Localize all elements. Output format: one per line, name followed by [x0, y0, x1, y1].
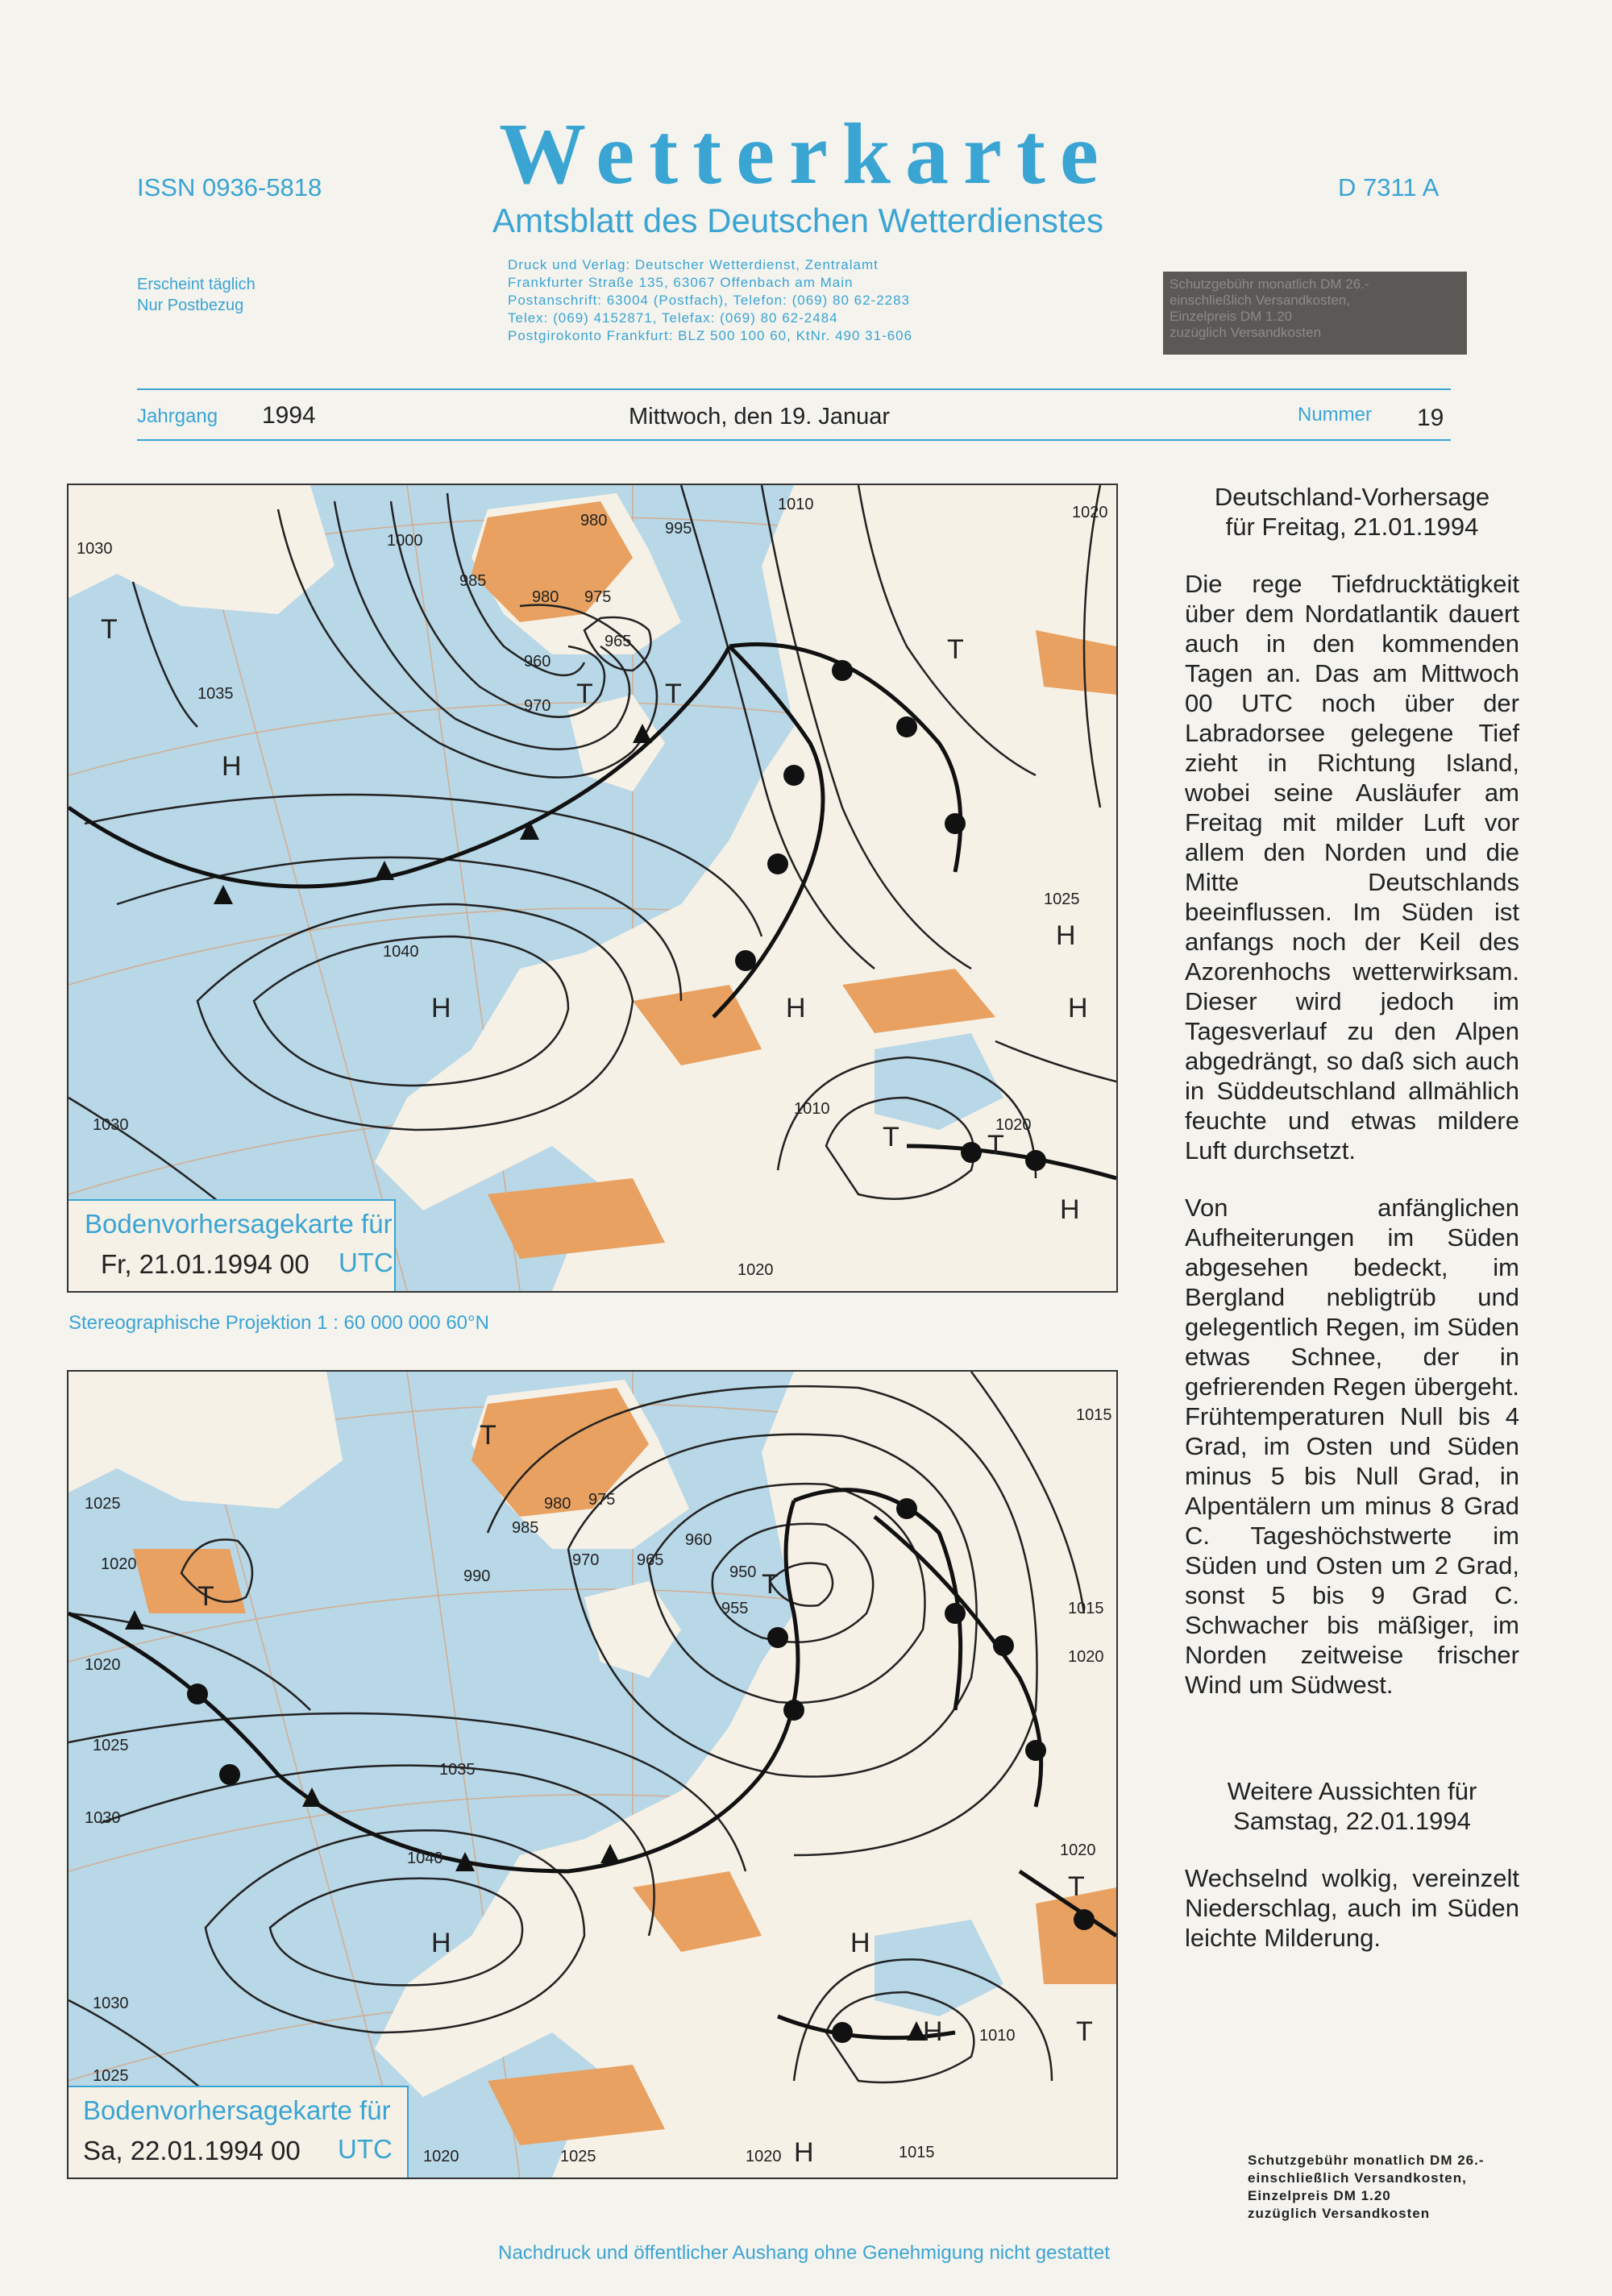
imprint-line: Frankfurter Straße 135, 63067 Offenbach am Main	[508, 275, 854, 290]
outlook-heading	[1185, 1776, 1519, 1836]
map2-isobar-label: 970	[572, 1551, 600, 1569]
map2-system: T	[197, 1581, 214, 1612]
stamp-line: Schutzgebühr monatlich DM 26.-	[1170, 276, 1369, 292]
map2-isobar-label: 955	[721, 1600, 749, 1617]
rule-top	[137, 388, 1451, 390]
map1-system: T	[576, 679, 593, 709]
map1-system: H	[222, 751, 242, 782]
map2-system: T	[480, 1420, 496, 1451]
map1-system: T	[101, 614, 118, 645]
map1-isobar-label: 995	[665, 520, 692, 538]
imprint	[508, 256, 912, 345]
map1-isobar-label: 980	[580, 512, 608, 529]
map2-isobar-label: 1020	[1060, 1841, 1096, 1859]
map2-system: T	[762, 1569, 779, 1600]
map1-isobar-label: 970	[524, 697, 551, 715]
fee-line: einschließlich Versandkosten,	[1248, 2170, 1467, 2186]
map1-system: H	[1056, 920, 1076, 951]
fee-stamp	[1163, 272, 1467, 355]
map2-caption-utc: UTC	[338, 2134, 393, 2164]
fee-line: zuzüglich Versandkosten	[1248, 2206, 1431, 2221]
map1-system: H	[1068, 993, 1088, 1023]
forecast-paragraph: Von anfänglichen Aufheiterungen im Süden abgesehen bedeckt, im Bergland nebligtrüb und gelegentlich Regen, im Süden etwas Schnee, der in gefrierenden Regen übergeht. Frühtemperaturen Null bis 4 Grad, im Osten und Süden minus 5 bis Null Grad, in Alpentälern um minus 8 Grad C. Tageshöchstwerte im Süden und Osten um 2 Grad, sonst 5 bis 9 Grad C. Schwacher bis mäßiger, im Norden zeitweise frischer Wind um Südwest.	[1185, 1194, 1519, 1699]
postal-only: Nur Postbezug	[137, 297, 244, 314]
map2-isobar-label: 1015	[899, 2144, 935, 2161]
footer-notice: Nachdruck und öffentlicher Aushang ohne Genehmigung nicht gestattet	[498, 2242, 1110, 2264]
map2-isobar-label: 1015	[1068, 1600, 1104, 1617]
forecast-article	[1185, 482, 1519, 1953]
imprint-line: Postgirokonto Frankfurt: BLZ 500 100 60, KtNr. 490 31-606	[508, 328, 913, 343]
map1-system: T	[987, 1130, 1004, 1160]
map1-isobar-label: 1020	[737, 1261, 774, 1279]
map1-system: H	[786, 993, 806, 1023]
projection-note: Stereographische Projektion 1 : 60 000 000 60°N	[69, 1312, 489, 1334]
map1-isobar-label: 975	[584, 588, 612, 606]
forecast-heading	[1185, 482, 1519, 542]
stamp-line: einschließlich Versandkosten,	[1170, 293, 1350, 308]
map1-system: T	[947, 634, 964, 665]
map2-system: H	[850, 1928, 870, 1958]
map1-isobar-label: 1010	[778, 496, 814, 513]
rule-bottom	[137, 439, 1451, 441]
map2-isobar-label: 1030	[93, 1995, 129, 2012]
map2-isobar-label: 990	[463, 1567, 491, 1585]
issue-date: Mittwoch, den 19. Januar	[629, 404, 891, 430]
map2-isobar-label: 1015	[1076, 1406, 1112, 1424]
forecast-paragraph: Die rege Tiefdrucktätigkeit über dem Nordatlantik dauert auch in den kommenden Tagen an. Das am Mittwoch 00 UTC noch über der Labradorsee gelegene Tief zieht in Richtung Island, wobei seine Ausläufer am Freitag mit milder Luft vor allem den Norden und die Mitte Deutschlands beeinflussen. Im Süden ist anfangs noch der Keil des Azorenhochs wetterwirksam. Dieser wird jedoch im Tagesverlauf zu den Alpen abgedrängt, so daß sich auch in Süddeutschland allmählich feuchte und etwas mildere Luft durchsetzt.	[1185, 570, 1519, 1165]
map2-isobar-label: 1010	[979, 2027, 1016, 2045]
map2-isobar-label: 1020	[746, 2148, 782, 2165]
masthead-subtitle: Amtsblatt des Deutschen Wetterdienstes	[492, 201, 1103, 239]
map1-isobar-label: 1025	[1044, 891, 1080, 908]
map1-isobar-label: 1020	[1072, 504, 1108, 521]
map2-system: T	[1076, 2016, 1093, 2047]
map2-isobar-label: 1020	[85, 1656, 121, 1674]
map1-isobar-label: 965	[604, 633, 632, 650]
map1-isobar-label: 980	[532, 588, 559, 606]
map2-isobar-label: 980	[544, 1495, 571, 1513]
map2-system: H	[923, 2016, 943, 2047]
map2-system: T	[1068, 1871, 1085, 1902]
fee-line: Einzelpreis DM 1.20	[1248, 2188, 1391, 2203]
map1-caption-date: Fr, 21.01.1994 00	[101, 1249, 310, 1279]
map2-isobar-label: 975	[588, 1491, 616, 1509]
publication-info	[137, 274, 256, 316]
map2-isobar-label: 985	[512, 1519, 539, 1537]
map2-isobar-label: 1020	[1068, 1648, 1104, 1666]
map2-isobar-label: 1020	[423, 2148, 459, 2165]
map1-isobar-label: 1030	[93, 1116, 129, 1134]
outlook-paragraph: Wechselnd wolkig, vereinzelt Niederschlag, auch im Süden leichte Milderung.	[1185, 1864, 1519, 1952]
map1-system: H	[431, 993, 451, 1023]
map2-system: H	[794, 2137, 814, 2168]
map2-isobar-label: 1025	[93, 1737, 129, 1754]
volume-label: Jahrgang	[137, 405, 218, 427]
map2-isobar-label: 960	[685, 1531, 713, 1549]
map2-caption-title: Bodenvorhersagekarte für	[83, 2095, 391, 2125]
map2-system: H	[431, 1928, 451, 1958]
map2-isobar-label: 1025	[85, 1495, 121, 1513]
map2-caption	[69, 2086, 409, 2179]
map1-system: T	[665, 679, 682, 709]
map2-isobar-label: 1040	[407, 1850, 443, 1867]
map2-isobar-label: 1025	[93, 2067, 129, 2085]
map2-isobar-label: 1035	[439, 1761, 476, 1779]
masthead-title: Wetterkarte	[499, 106, 1113, 202]
issn: ISSN 0936-5818	[137, 173, 322, 201]
map2-isobar-label: 1025	[560, 2148, 596, 2165]
weather-map-saturday	[67, 1370, 1118, 2179]
volume-value: 1994	[262, 402, 316, 429]
map1-isobar-label: 1010	[794, 1100, 830, 1118]
forecast-heading-line2: für Freitag, 21.01.1994	[1225, 513, 1479, 541]
map2-caption-date: Sa, 22.01.1994 00	[83, 2136, 301, 2165]
map1-system: H	[1060, 1194, 1080, 1225]
map2-isobar-label: 1030	[85, 1809, 121, 1827]
imprint-line: Telex: (069) 4152871, Telefax: (069) 80 62-2484	[508, 310, 838, 326]
map1-isobar-label: 1020	[995, 1116, 1032, 1134]
appears-daily: Erscheint täglich	[137, 276, 256, 293]
forecast-heading-line1: Deutschland-Vorhersage	[1214, 483, 1490, 511]
map1-isobar-label: 960	[524, 653, 551, 671]
weather-map-friday	[67, 484, 1118, 1293]
map1-isobar-label: 1035	[197, 685, 234, 703]
map1-caption	[69, 1199, 396, 1293]
number-label: Nummer	[1298, 404, 1373, 426]
map1-isobar-label: 1000	[387, 532, 423, 550]
fee-line: Schutzgebühr monatlich DM 26.-	[1248, 2153, 1485, 2168]
postal-number: D 7311 A	[1338, 173, 1440, 201]
stamp-line: zuzüglich Versandkosten	[1170, 325, 1322, 340]
map1-caption-utc: UTC	[339, 1248, 393, 1277]
map1-isobar-label: 985	[459, 572, 487, 590]
imprint-line: Postanschrift: 63004 (Postfach), Telefon: (069) 80 62-2283	[508, 293, 911, 308]
fee-note	[1248, 2152, 1485, 2223]
outlook-heading-line1: Weitere Aussichten für	[1227, 1777, 1477, 1805]
map1-isobar-label: 1030	[77, 540, 113, 558]
map1-isobar-label: 1040	[383, 943, 419, 961]
number-value: 19	[1417, 405, 1444, 431]
map1-system: T	[883, 1122, 899, 1152]
outlook-heading-line2: Samstag, 22.01.1994	[1233, 1807, 1471, 1835]
imprint-line: Druck und Verlag: Deutscher Wetterdienst, Zentralamt	[508, 257, 879, 272]
stamp-line: Einzelpreis DM 1.20	[1170, 309, 1293, 324]
map1-caption-title: Bodenvorhersagekarte für	[85, 1209, 393, 1239]
map2-isobar-label: 950	[729, 1563, 757, 1581]
map2-isobar-label: 1020	[101, 1555, 137, 1573]
map2-isobar-label: 965	[637, 1551, 664, 1569]
